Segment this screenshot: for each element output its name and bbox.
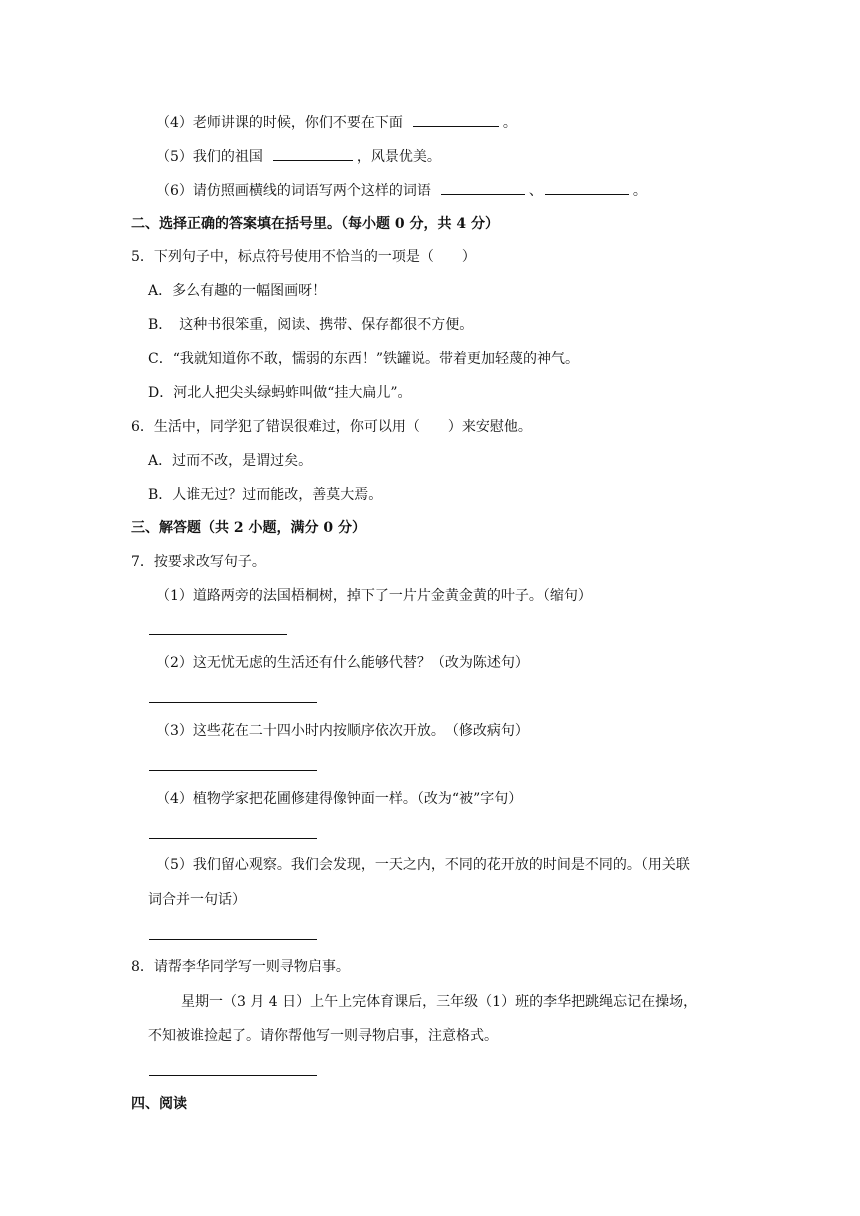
answer-line[interactable]: [149, 770, 317, 771]
fill-item-4: （4）老师讲课的时候，你们不要在下面 。: [156, 112, 517, 133]
question-7-stem: 7．按要求改写句子。: [131, 554, 266, 570]
rewrite-item-3: （3）这些花在二十四小时内按顺序依次开放。 （修改病句）: [156, 723, 529, 739]
rewrite-item-2: （2）这无忧无虑的生活还有什么能够代替？（改为陈述句）: [156, 655, 529, 671]
answer-line[interactable]: [149, 702, 317, 703]
fill-blank[interactable]: [545, 180, 629, 195]
answer-line[interactable]: [149, 939, 317, 940]
question-5-option-c[interactable]: C．“我就知道你不敢，懦弱的东西！”铁罐说。带着更加轻蔑的神气。: [148, 351, 580, 367]
question-5-option-b[interactable]: B． 这种书很笨重，阅读、携带、保存都很不方便。: [148, 317, 474, 333]
question-5-stem: 5．下列句子中，标点符号使用不恰当的一项是（ ）: [131, 249, 476, 265]
question-6-stem: 6．生活中，同学犯了错误很难过，你可以用（ ）来安慰他。: [131, 419, 532, 435]
question-5-option-d[interactable]: D．河北人把尖头绿蚂蚱叫做“挂大扁儿”。: [148, 385, 412, 401]
question-6-option-a[interactable]: A．过而不改，是谓过矣。: [148, 453, 313, 469]
question-5-option-a[interactable]: A．多么有趣的一幅图画呀！: [148, 283, 327, 299]
fill-blank[interactable]: [273, 146, 353, 161]
fill-item-6: （6）请仿照画横线的词语写两个这样的词语 、 。: [156, 180, 647, 201]
section-heading-3: 三、解答题（共 2 小题，满分 0 分）: [131, 520, 366, 536]
question-8-paragraph-line-2: 不知被谁捡起了。请你帮他写一则寻物启事，注意格式。: [148, 1028, 498, 1044]
rewrite-item-5: （5）我们留心观察。我们会发现，一天之内，不同的花开放的时间是不同的。（用关联: [156, 857, 690, 873]
fill-item-6-text: （6）请仿照画横线的词语写两个这样的词语: [156, 183, 431, 199]
rewrite-item-5-cont: 词合并一句话）: [148, 892, 246, 908]
question-8-stem: 8．请帮李华同学写一则寻物启事。: [131, 959, 350, 975]
section-heading-2: 二、选择正确的答案填在括号里。（每小题 0 分，共 4 分）: [131, 216, 499, 232]
answer-line[interactable]: [149, 634, 287, 635]
question-6-option-b[interactable]: B．人谁无过？过而能改，善莫大焉。: [148, 487, 383, 503]
fill-blank[interactable]: [441, 180, 525, 195]
fill-item-4-text: （4）老师讲课的时候，你们不要在下面: [156, 115, 403, 131]
fill-item-5: （5）我们的祖国 ，风景优美。: [156, 146, 441, 167]
answer-line[interactable]: [149, 1075, 317, 1076]
rewrite-item-4: （4）植物学家把花圃修建得像钟面一样。（改为“被”字句）: [156, 791, 523, 807]
fill-blank[interactable]: [413, 112, 499, 127]
section-heading-4: 四、阅读: [131, 1096, 187, 1112]
rewrite-item-1: （1）道路两旁的法国梧桐树，掉下了一片片金黄金黄的叶子。（缩句）: [156, 588, 592, 604]
fill-item-5-text: （5）我们的祖国: [156, 149, 263, 165]
answer-line[interactable]: [149, 838, 317, 839]
question-8-paragraph-line-1: 星期一（3 月 4 日）上午上完体育课后，三年级（1）班的李华把跳绳忘记在操场，: [181, 994, 698, 1010]
